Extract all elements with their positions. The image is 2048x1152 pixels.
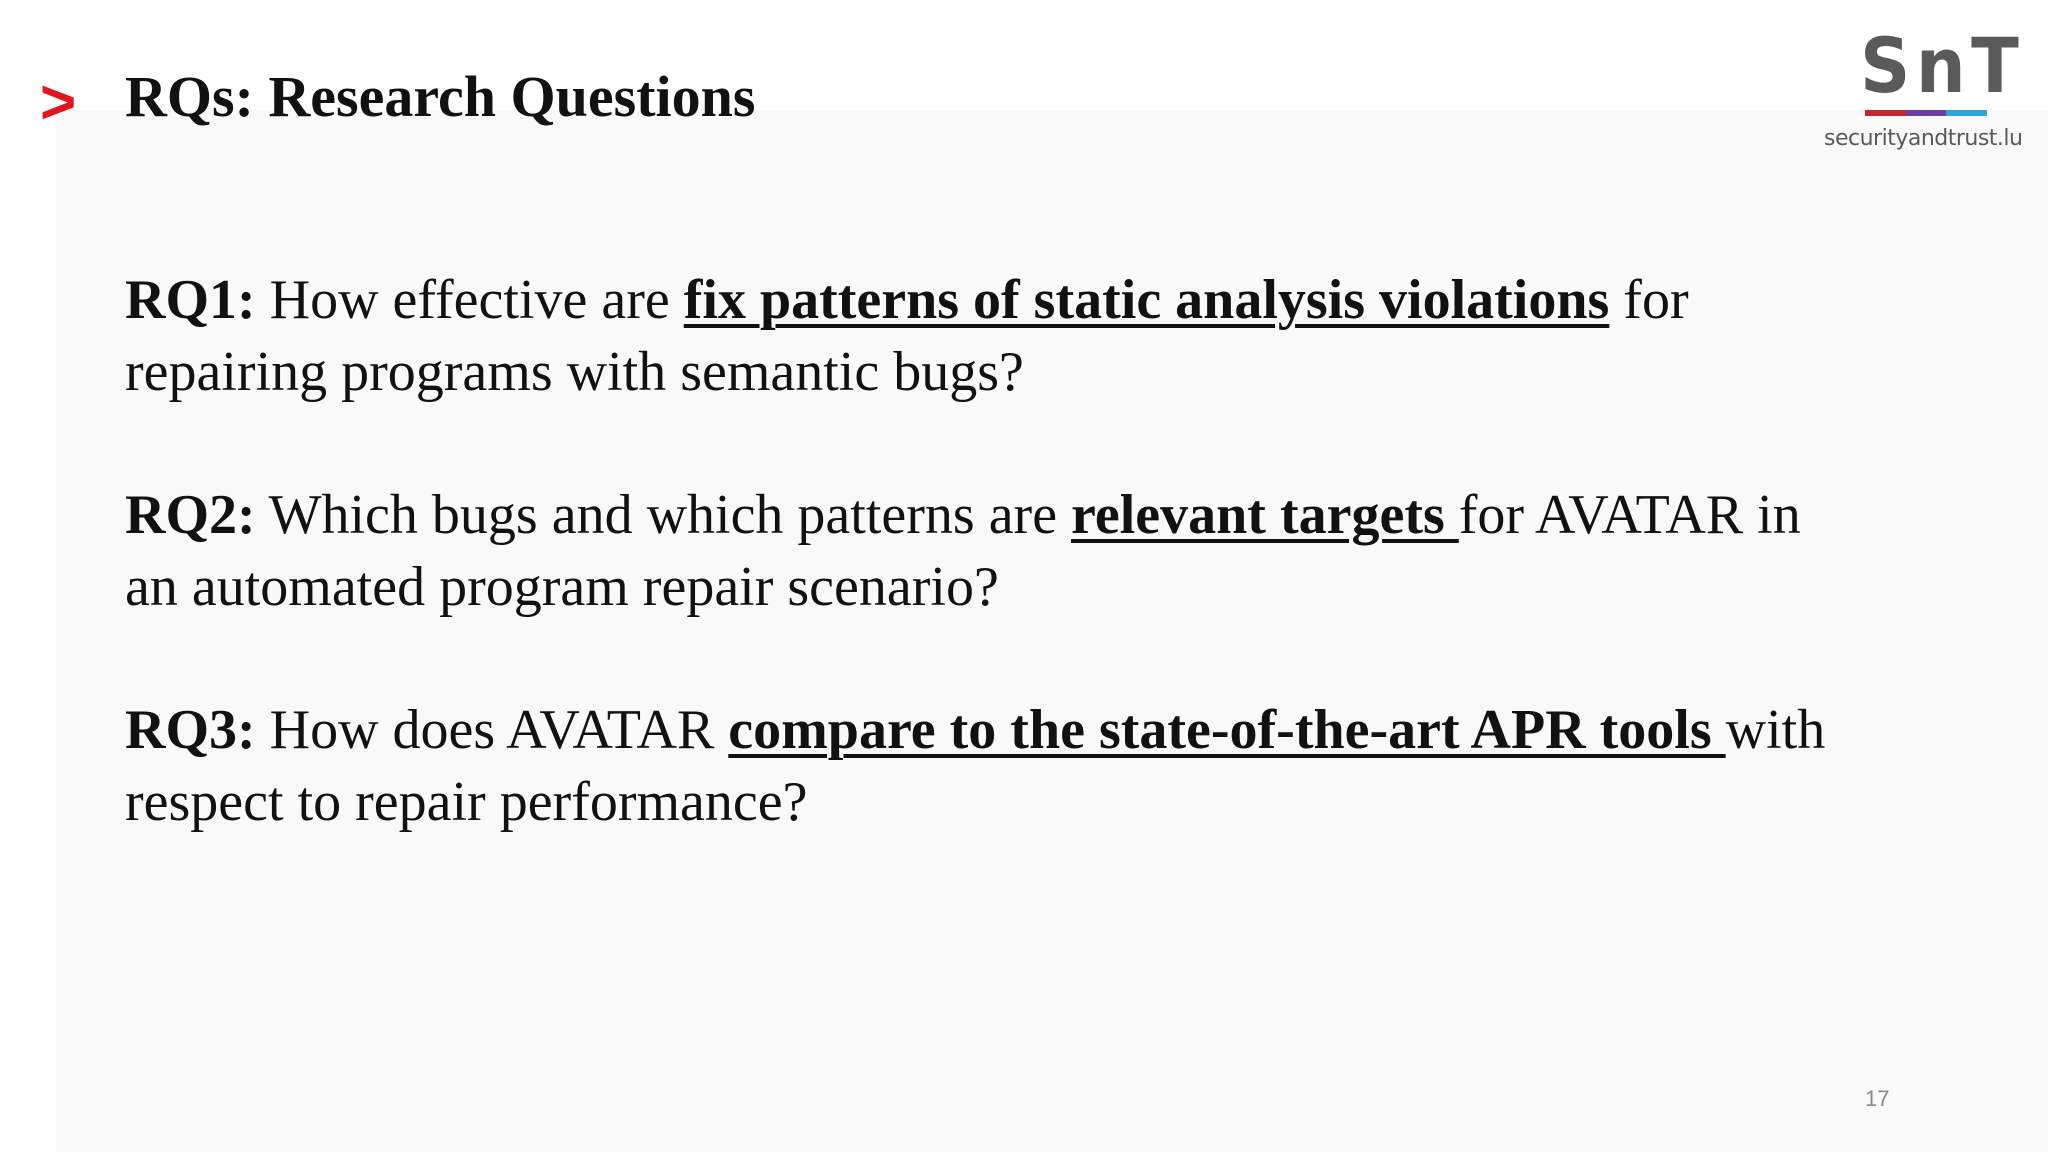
rq-text: How does AVATAR [255,699,729,761]
slide-title: RQs: Research Questions [125,64,756,129]
rq-text: Which bugs and which patterns are [255,484,1072,546]
rq-label: RQ2: [125,484,256,546]
chevron-right-icon: > [40,68,77,137]
rq-text: for AVATAR in an automated program repair scenario? [125,484,1801,618]
research-question-3 [125,694,1845,838]
page-number: 17 [1865,1086,1890,1111]
rq-label: RQ1: [125,269,256,331]
rq-text: for repairing programs with semantic bugs? [125,269,1689,403]
snt-logo [1820,21,2025,158]
logo-stripe-blue [1946,110,1987,116]
rq-emphasis: fix patterns of static analysis violations [683,269,1610,331]
rq-emphasis: compare to the state-of-the-art APR tools [728,699,1726,761]
logo-domain: securityandtrust.lu [1824,126,2023,151]
rq-label: RQ3: [125,699,256,761]
research-question-2 [125,479,1845,623]
rq-emphasis: relevant targets [1071,484,1459,546]
logo-stripe-purple [1906,110,1947,116]
research-questions [125,264,1845,909]
logo-stripe [1865,110,1987,116]
logo-mark: SnT [1860,21,2025,110]
rq-text: with respect to repair performance? [125,699,1826,833]
research-question-1 [125,264,1845,408]
logo-stripe-red [1865,110,1906,116]
rq-text: How effective are [255,269,684,331]
